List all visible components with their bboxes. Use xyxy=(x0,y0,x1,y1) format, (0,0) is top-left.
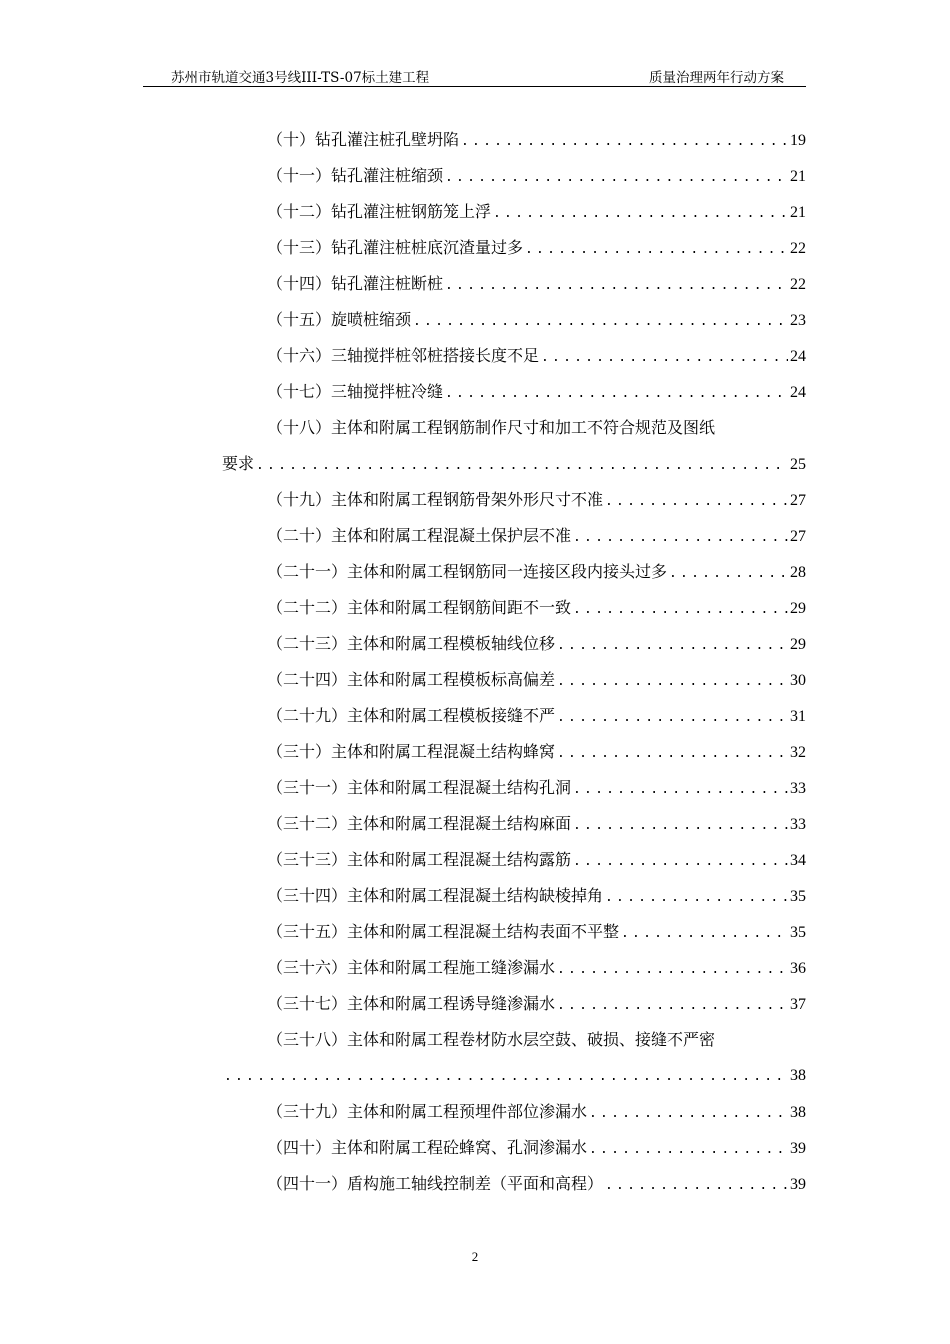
toc-entry-page: 39 xyxy=(790,1176,806,1193)
toc-entry-page: 27 xyxy=(790,492,806,509)
toc-entry-page: 29 xyxy=(790,636,806,653)
toc-entry-page: 33 xyxy=(790,816,806,833)
toc-entry-label: （二十）主体和附属工程混凝土保护层不准 xyxy=(267,526,572,545)
dot-leader xyxy=(557,988,788,1024)
toc-entry-page: 24 xyxy=(790,384,806,401)
dot-leader xyxy=(589,1132,788,1168)
toc-entry[interactable] xyxy=(222,914,806,950)
toc-entry-label: （二十三）主体和附属工程模板轴线位移 xyxy=(267,634,556,653)
dot-leader xyxy=(413,304,788,340)
toc-entry[interactable] xyxy=(222,1130,806,1166)
toc-entry-label-continued: 要求 xyxy=(222,454,255,473)
toc-entry-label: （三十八）主体和附属工程卷材防水层空鼓、破损、接缝不严密 xyxy=(267,1030,716,1049)
header-project-title: 苏州市轨道交通3号线III-TS-07标土建工程 xyxy=(171,70,430,86)
toc-entry-label: （三十六）主体和附属工程施工缝渗漏水 xyxy=(267,958,556,977)
toc-entry-label: （十四）钻孔灌注桩断桩 xyxy=(267,274,444,293)
toc-entry-page: 23 xyxy=(790,312,806,329)
toc-entry[interactable] xyxy=(222,302,806,338)
toc-entry-label: （三十七）主体和附属工程诱导缝渗漏水 xyxy=(267,994,556,1013)
dot-leader xyxy=(493,196,788,232)
toc-entry-page: 38 xyxy=(790,1104,806,1121)
toc-entry[interactable] xyxy=(222,806,806,842)
dot-leader xyxy=(605,484,788,520)
toc-entry[interactable] xyxy=(222,878,806,914)
toc-entry-label: （三十三）主体和附属工程混凝土结构露筋 xyxy=(267,850,572,869)
toc-entry-label: （四十）主体和附属工程砼蜂窝、孔洞渗漏水 xyxy=(267,1138,588,1157)
toc-entry[interactable] xyxy=(222,338,806,374)
toc-entry[interactable] xyxy=(222,374,806,410)
toc-entry[interactable] xyxy=(222,770,806,806)
dot-leader xyxy=(445,268,788,304)
toc-entry-label: （三十）主体和附属工程混凝土结构蜂窝 xyxy=(267,742,556,761)
toc-entry[interactable] xyxy=(222,194,806,230)
toc-entry-page: 19 xyxy=(790,132,806,149)
toc-entry-label: （十六）三轴搅拌桩邻桩搭接长度不足 xyxy=(267,346,540,365)
toc-entry-label: （十）钻孔灌注桩孔壁坍陷 xyxy=(267,130,460,149)
dot-leader xyxy=(573,520,788,556)
toc-entry-page: 22 xyxy=(790,240,806,257)
toc-entry-page: 29 xyxy=(790,600,806,617)
page-header xyxy=(143,62,806,87)
toc-entry[interactable] xyxy=(222,662,806,698)
toc-entry-label: （三十四）主体和附属工程混凝土结构缺棱掉角 xyxy=(267,886,604,905)
toc-entry[interactable] xyxy=(222,1166,806,1202)
toc-entry[interactable] xyxy=(222,986,806,1022)
dot-leader xyxy=(605,1168,788,1204)
toc-entry-label: （三十九）主体和附属工程预埋件部位渗漏水 xyxy=(267,1102,588,1121)
dot-leader xyxy=(621,916,788,952)
page-number: 2 xyxy=(471,1249,479,1264)
toc-entry-page: 25 xyxy=(790,456,806,473)
toc-entry-label: （二十九）主体和附属工程模板接缝不严 xyxy=(267,706,556,725)
toc-entry[interactable] xyxy=(222,734,806,770)
dot-leader xyxy=(573,808,788,844)
dot-leader xyxy=(573,844,788,880)
toc-entry-page: 21 xyxy=(790,204,806,221)
toc-entry-label: （二十四）主体和附属工程模板标高偏差 xyxy=(267,670,556,689)
toc-entry[interactable] xyxy=(222,266,806,302)
toc-entry-page: 30 xyxy=(790,672,806,689)
dot-leader xyxy=(525,232,788,268)
toc-entry-label: （三十二）主体和附属工程混凝土结构麻面 xyxy=(267,814,572,833)
toc-entry[interactable] xyxy=(222,554,806,590)
dot-leader xyxy=(445,160,788,196)
dot-leader xyxy=(669,556,788,592)
dot-leader xyxy=(557,736,788,772)
toc-entry[interactable] xyxy=(222,518,806,554)
toc-entry[interactable] xyxy=(222,590,806,626)
dot-leader xyxy=(557,700,788,736)
toc-entry-page: 21 xyxy=(790,168,806,185)
dot-leader xyxy=(557,664,788,700)
toc-entry-label: （四十一）盾构施工轴线控制差（平面和高程） xyxy=(267,1174,604,1193)
toc-entry-page: 38 xyxy=(790,1067,806,1084)
toc-entry-page: 28 xyxy=(790,564,806,581)
toc-entry-label: （二十二）主体和附属工程钢筋间距不一致 xyxy=(267,598,572,617)
toc-entry[interactable] xyxy=(222,122,806,158)
toc-entry-label: （三十一）主体和附属工程混凝土结构孔洞 xyxy=(267,778,572,797)
toc-entry[interactable] xyxy=(222,1094,806,1130)
toc-entry-label: （十五）旋喷桩缩颈 xyxy=(267,310,412,329)
dot-leader xyxy=(445,376,788,412)
dot-leader xyxy=(461,124,788,160)
toc-entry-label: （十三）钻孔灌注桩桩底沉渣量过多 xyxy=(267,238,524,257)
toc-entry-page: 27 xyxy=(790,528,806,545)
toc-entry[interactable] xyxy=(222,482,806,518)
toc-entry-page: 24 xyxy=(790,348,806,365)
toc-entry-page: 33 xyxy=(790,780,806,797)
toc-entry[interactable] xyxy=(222,698,806,734)
table-of-contents xyxy=(222,122,806,1202)
dot-leader xyxy=(605,880,788,916)
header-document-title: 质量治理两年行动方案 xyxy=(649,70,784,86)
toc-entry-page: 39 xyxy=(790,1140,806,1157)
dot-leader xyxy=(589,1096,788,1132)
toc-entry-label: （十七）三轴搅拌桩冷缝 xyxy=(267,382,444,401)
toc-entry-page: 36 xyxy=(790,960,806,977)
toc-entry[interactable] xyxy=(222,950,806,986)
toc-entry-label: （十一）钻孔灌注桩缩颈 xyxy=(267,166,444,185)
toc-entry-page: 31 xyxy=(790,708,806,725)
dot-leader xyxy=(557,628,788,664)
toc-entry-label: （十九）主体和附属工程钢筋骨架外形尺寸不准 xyxy=(267,490,604,509)
toc-entry-page: 37 xyxy=(790,996,806,1013)
toc-entry[interactable] xyxy=(222,410,806,482)
toc-entry-label: （二十一）主体和附属工程钢筋同一连接区段内接头过多 xyxy=(267,562,668,581)
toc-entry-page: 35 xyxy=(790,924,806,941)
dot-leader xyxy=(557,952,788,988)
toc-entry[interactable] xyxy=(222,626,806,662)
toc-entry[interactable] xyxy=(222,230,806,266)
toc-entry-page: 34 xyxy=(790,852,806,869)
dot-leader xyxy=(573,592,788,628)
toc-entry-page: 22 xyxy=(790,276,806,293)
toc-entry[interactable] xyxy=(222,1022,806,1094)
toc-entry[interactable] xyxy=(222,842,806,878)
dot-leader xyxy=(224,1059,788,1095)
toc-entry-label: （十八）主体和附属工程钢筋制作尺寸和加工不符合规范及图纸 xyxy=(267,418,716,437)
dot-leader xyxy=(573,772,788,808)
dot-leader xyxy=(256,448,788,484)
dot-leader xyxy=(541,340,788,376)
toc-entry-label: （十二）钻孔灌注桩钢筋笼上浮 xyxy=(267,202,492,221)
toc-entry[interactable] xyxy=(222,158,806,194)
toc-entry-page: 35 xyxy=(790,888,806,905)
toc-entry-label: （三十五）主体和附属工程混凝土结构表面不平整 xyxy=(267,922,620,941)
toc-entry-page: 32 xyxy=(790,744,806,761)
